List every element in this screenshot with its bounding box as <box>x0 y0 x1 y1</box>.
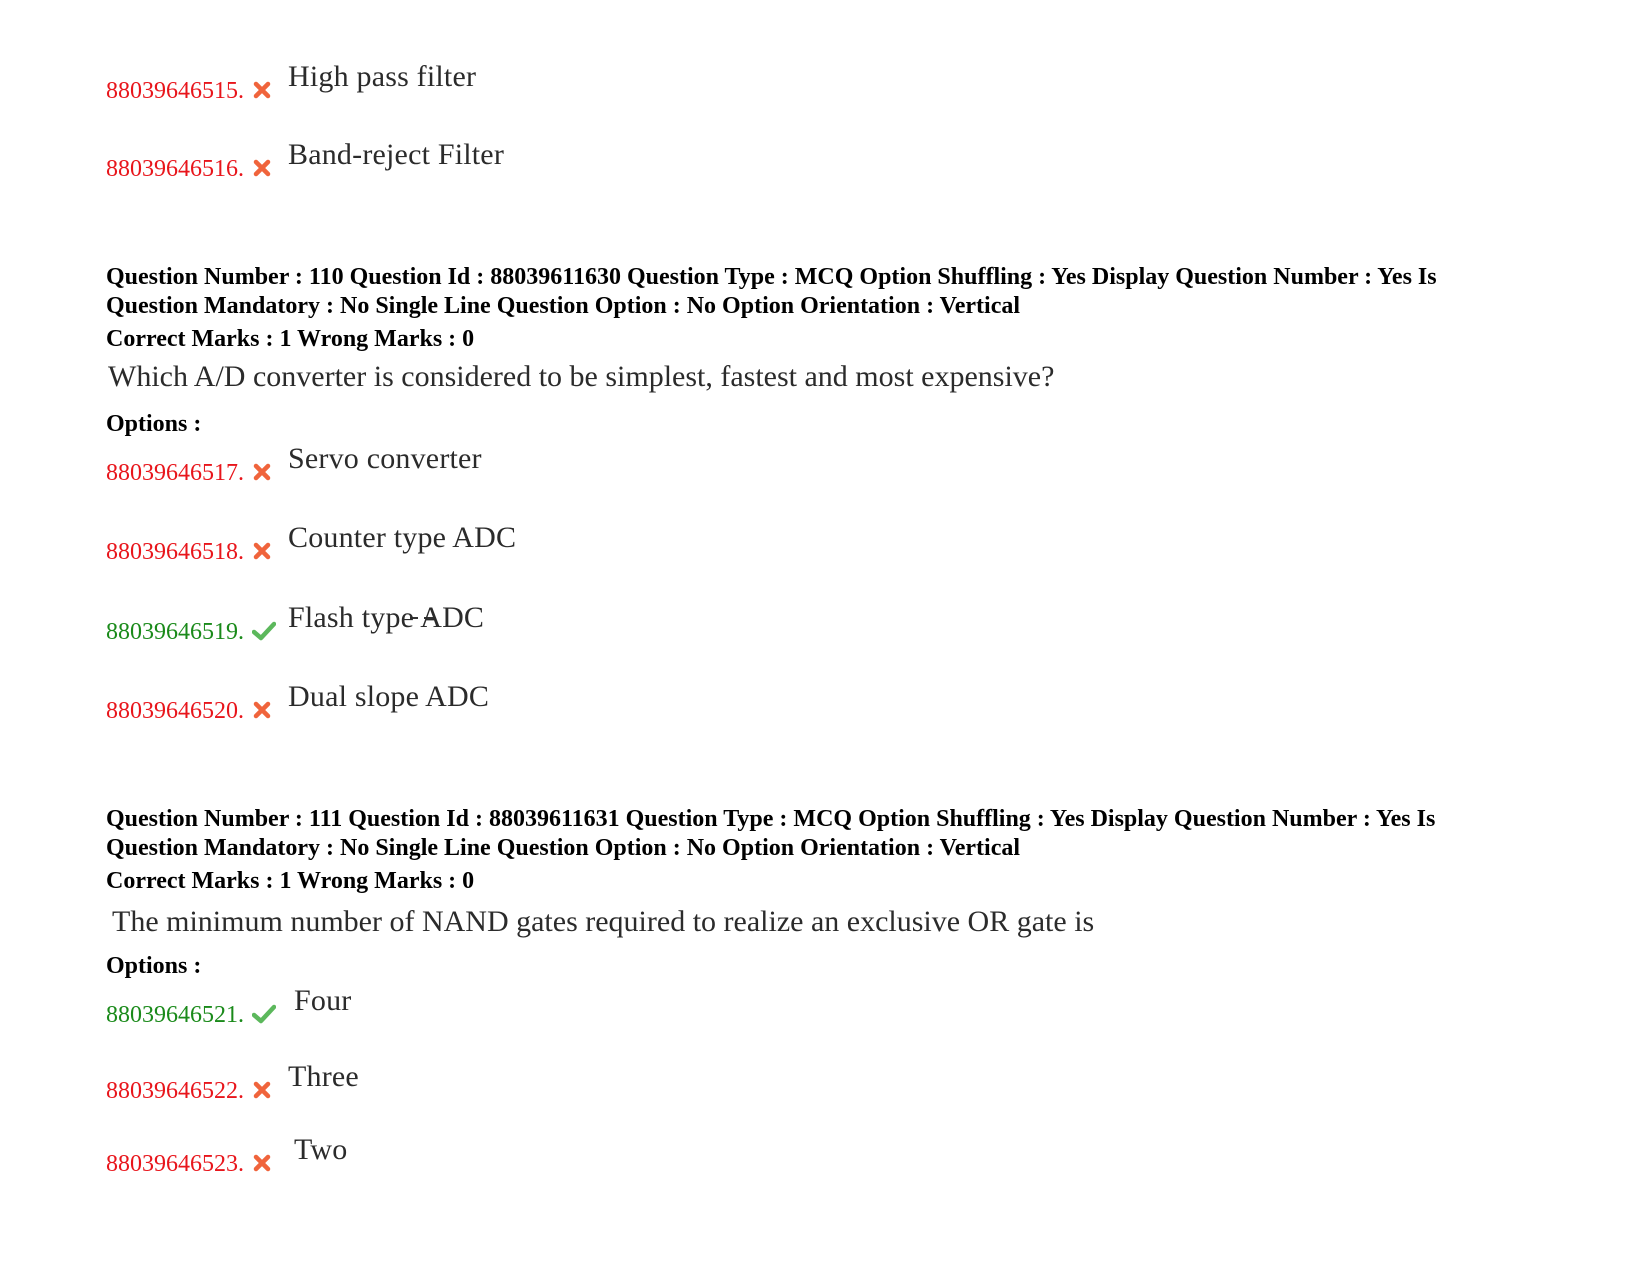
cross-icon <box>252 462 276 482</box>
option-text: Dual slope ADC <box>288 680 490 713</box>
cross-icon <box>252 80 276 100</box>
option-text: Flash type ADC <box>288 601 485 634</box>
option-row <box>106 601 485 647</box>
option-text: Counter type ADC <box>288 521 517 554</box>
option-row <box>106 680 490 726</box>
cross-icon <box>252 700 276 720</box>
question-meta <box>106 805 1546 863</box>
option-id: 88039646519. <box>106 619 244 645</box>
option-row <box>106 1060 359 1106</box>
question-meta-line: Question Number : 111 Question Id : 88039611631 Question Type : MCQ Option Shuffling : Yes Display Question Number : Yes Is <box>106 806 1436 832</box>
option-id: 88039646518. <box>106 539 244 565</box>
option-row <box>106 1133 348 1179</box>
option-row <box>106 60 477 106</box>
check-icon <box>252 621 276 641</box>
option-row <box>106 138 505 184</box>
option-id: 88039646516. <box>106 156 244 182</box>
question-marks: Correct Marks : 1 Wrong Marks : 0 <box>106 868 475 894</box>
options-label: Options : <box>106 411 202 437</box>
cross-icon <box>252 1080 276 1100</box>
question-marks: Correct Marks : 1 Wrong Marks : 0 <box>106 326 475 352</box>
options-label: Options : <box>106 953 202 979</box>
question-meta <box>106 263 1546 321</box>
option-row <box>106 442 482 488</box>
question-text: Which A/D converter is considered to be simplest, fastest and most expensive? <box>108 360 1055 393</box>
option-id: 88039646522. <box>106 1078 244 1104</box>
option-id: 88039646520. <box>106 698 244 724</box>
option-text: Four <box>294 984 352 1017</box>
cross-icon <box>252 1153 276 1173</box>
option-text: High pass filter <box>288 60 477 93</box>
option-row <box>106 984 352 1030</box>
option-row <box>106 521 517 567</box>
question-meta-line: Question Mandatory : No Single Line Question Option : No Option Orientation : Vertical <box>106 293 1021 319</box>
option-text: Three <box>288 1060 359 1093</box>
question-meta-line: Question Mandatory : No Single Line Question Option : No Option Orientation : Vertical <box>106 835 1021 861</box>
option-id: 88039646521. <box>106 1002 244 1028</box>
option-id: 88039646517. <box>106 460 244 486</box>
option-text: Band-reject Filter <box>288 138 505 171</box>
question-meta-line: Question Number : 110 Question Id : 88039611630 Question Type : MCQ Option Shuffling : Yes Display Question Number : Yes Is <box>106 264 1437 290</box>
option-id: 88039646515. <box>106 78 244 104</box>
cross-icon <box>252 541 276 561</box>
option-id: 88039646523. <box>106 1151 244 1177</box>
question-text: The minimum number of NAND gates required to realize an exclusive OR gate is <box>112 905 1095 938</box>
check-icon <box>252 1004 276 1024</box>
cross-icon <box>252 158 276 178</box>
option-text: Two <box>294 1133 348 1166</box>
option-text: Servo converter <box>288 442 482 475</box>
